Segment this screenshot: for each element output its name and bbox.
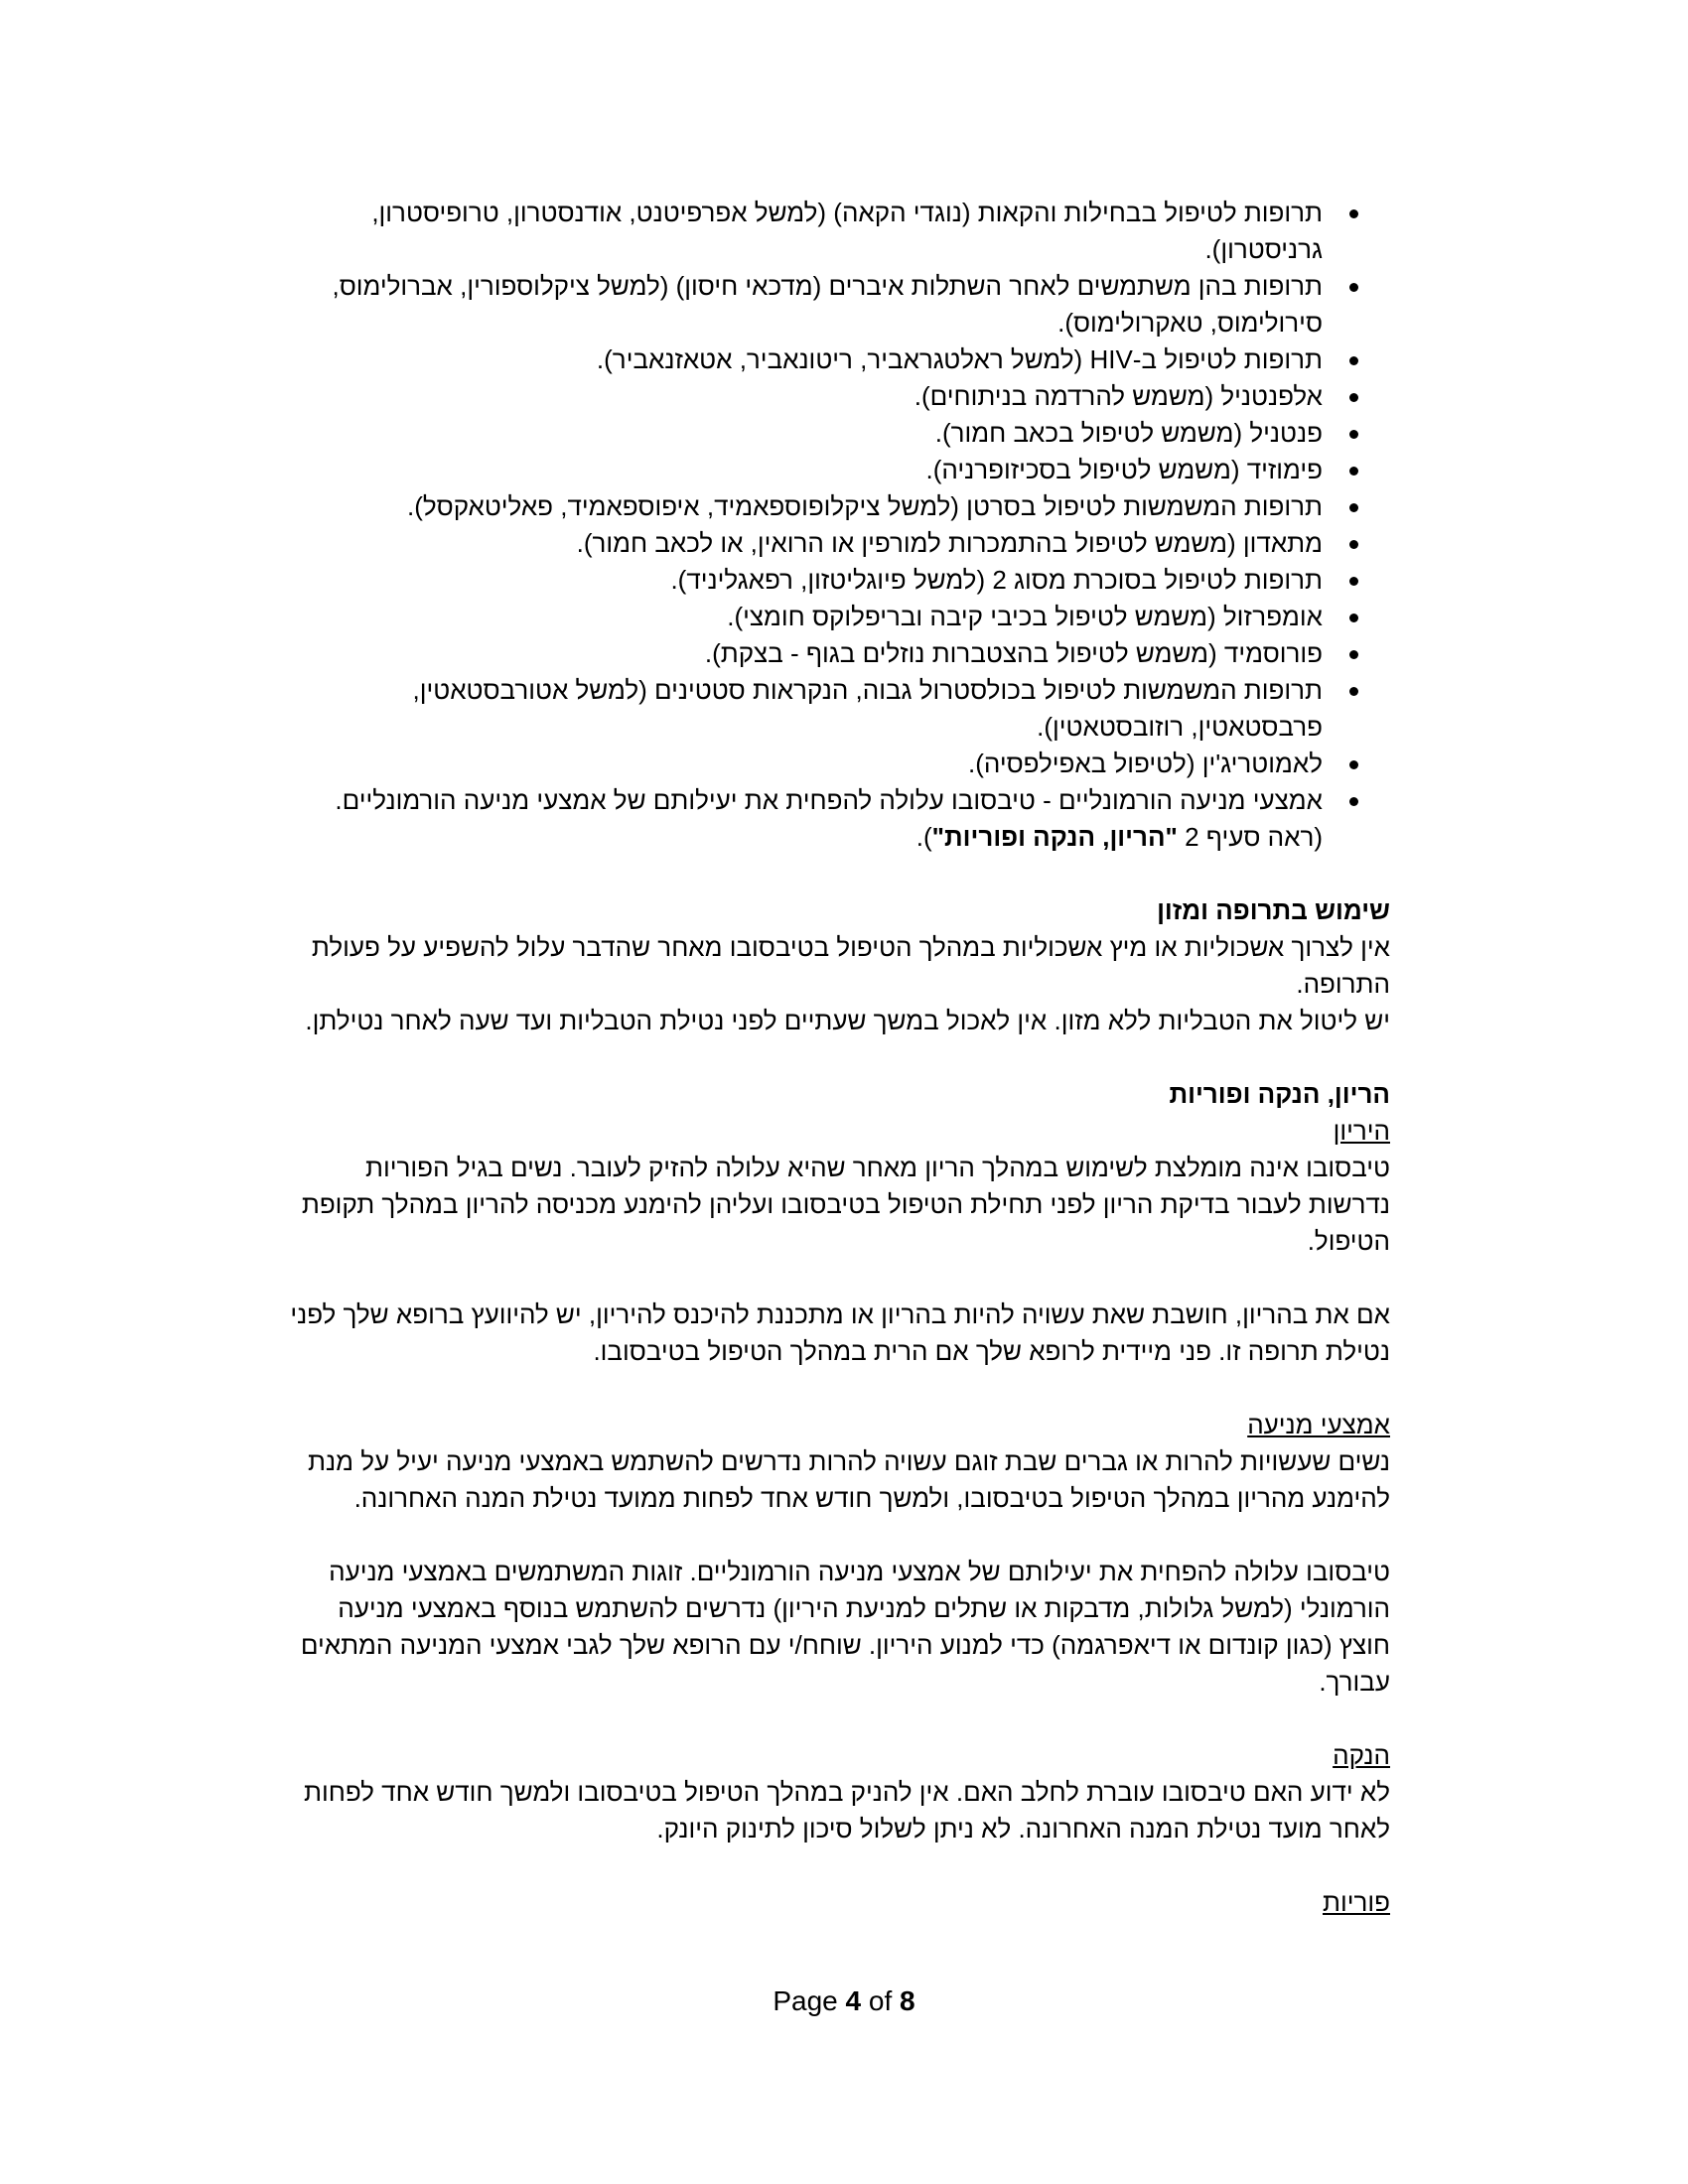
list-item: תרופות המשמשות לטיפול בסרטן (למשל ציקלופוספאמיד, איפוספאמיד, פאליטאקסל).: [288, 488, 1390, 525]
list-item: תרופות לטיפול בסוכרת מסוג 2 (למשל פיוגליטזון, רפאגליניד).: [288, 562, 1390, 599]
current-page-number: 4: [845, 1985, 862, 2016]
bullet-icon: [1349, 650, 1358, 659]
drug-interactions-list: [288, 195, 1390, 856]
list-item: פימוזיד (משמש לטיפול בסכיזופרניה).: [288, 452, 1390, 488]
pregnancy-paragraph-2: אם את בהריון, חושבת שאת עשויה להיות בהריון או מתכננת להיכנס להיריון, יש להיוועץ ברופא שלך לפני נטילת תרופה זו. פני מיידית לרופא שלך אם הרית במהלך הטיפול בטיבסובו.: [290, 1299, 1390, 1366]
pregnancy-paragraph-1: טיבסובו אינה מומלצת לשימוש במהלך הריון מאחר שהיא עלולה להזיק לעובר. נשים בגיל הפוריות נדרשות לעבור בדיקת הריון לפני תחילת הטיפול בטיבסובו ועליהן להימנע מכניסה להריון במהלך תקופת הטיפול.: [301, 1153, 1390, 1256]
bullet-icon: [1349, 393, 1358, 402]
list-item: לאמוטריג'ין (לטיפול באפילפסיה).: [288, 746, 1390, 782]
total-pages-number: 8: [900, 1985, 915, 2016]
bullet-icon: [1349, 467, 1358, 476]
pregnancy-section-heading: הריון, הנקה ופוריות: [1169, 1079, 1390, 1109]
breastfeeding-paragraph: לא ידוע האם טיבסובו עוברת לחלב האם. אין להניק במהלך הטיפול בטיבסובו ולמשך חודש אחד לפחות לאחר מועד נטילת המנה האחרונה. לא ניתן לשלול סיכון לתינוק היונק.: [304, 1777, 1390, 1843]
food-paragraph-1: אין לצרוך אשכוליות או מיץ אשכוליות במהלך הטיפול בטיבסובו מאחר שהדבר עלול להשפיע על פעולת התרופה.: [311, 932, 1390, 999]
list-item: מתאדון (משמש לטיפול בהתמכרות למורפין או הרואין, או לכאב חמור).: [288, 525, 1390, 562]
section-reference: "הריון, הנקה ופוריות": [931, 822, 1178, 852]
list-item: תרופות לטיפול ב-HIV (למשל ראלטגראביר, ריטונאביר, אטאזנאביר).: [288, 341, 1390, 378]
bullet-icon: [1349, 503, 1358, 512]
page-footer: [0, 1985, 1688, 2017]
bullet-icon: [1349, 283, 1358, 292]
list-item: פנטניל (משמש לטיפול בכאב חמור).: [288, 415, 1390, 452]
contraception-paragraph-1: נשים שעשויות להרות או גברים שבת זוגם עשויה להרות נדרשים להשתמש באמצעי מניעה יעיל על מנת להימנע מהריון במהלך הטיפול בטיבסובו, ולמשך חודש אחד לפחות ממועד נטילת המנה האחרונה.: [308, 1446, 1390, 1513]
fertility-subheading: פוריות: [1323, 1887, 1390, 1917]
bullet-icon: [1349, 209, 1358, 218]
list-item-hormonal-contraceptives: אמצעי מניעה הורמונליים - טיבסובו עלולה להפחית את יעילותם של אמצעי מניעה הורמונליים. (ראה סעיף 2 "הריון, הנקה ופוריות").: [288, 782, 1390, 856]
bullet-icon: [1349, 430, 1358, 439]
list-item: תרופות לטיפול בבחילות והקאות (נוגדי הקאה) (למשל אפרפיטנט, אודנסטרון, טרופיסטרון, גרניסטרון).: [288, 195, 1390, 268]
bullet-icon: [1349, 356, 1358, 365]
bullet-icon: [1349, 540, 1358, 549]
food-section-heading: שימוש בתרופה ומזון: [1157, 895, 1390, 925]
list-item: אלפנטניל (משמש להרדמה בניתוחים).: [288, 378, 1390, 415]
page-content: [288, 195, 1390, 1921]
page-word: Page: [773, 1985, 838, 2016]
bullet-icon: [1349, 797, 1358, 806]
list-item: פורוסמיד (משמש לטיפול בהצטברות נוזלים בגוף - בצקת).: [288, 635, 1390, 672]
food-paragraph-2: יש ליטול את הטבליות ללא מזון. אין לאכול במשך שעתיים לפני נטילת הטבליות ועד שעה לאחר נטילתן.: [305, 1006, 1390, 1035]
contraception-subheading: אמצעי מניעה: [1247, 1410, 1390, 1439]
bullet-icon: [1349, 760, 1358, 769]
pregnancy-subheading: היריון: [1333, 1116, 1390, 1146]
list-item: תרופות המשמשות לטיפול בכולסטרול גבוה, הנקראות סטטינים (למשל אטורבסטאטין, פרבסטאטין, רוזובסטאטין).: [288, 672, 1390, 746]
bullet-icon: [1349, 614, 1358, 622]
breastfeeding-subheading: הנקה: [1333, 1740, 1390, 1770]
of-word: of: [868, 1985, 893, 2016]
list-item: תרופות בהן משתמשים לאחר השתלות איברים (מדכאי חיסון) (למשל ציקלוספורין, אברולימוס, סירולימוס, טאקרולימוס).: [288, 268, 1390, 341]
bullet-icon: [1349, 577, 1358, 586]
list-item: אומפרזול (משמש לטיפול בכיבי קיבה ובריפלוקס חומצי).: [288, 599, 1390, 635]
contraception-paragraph-2: טיבסובו עלולה להפחית את יעילותם של אמצעי מניעה הורמונליים. זוגות המשתמשים באמצעי מניעה הורמונלי (למשל גלולות, מדבקות או שתלים למניעת היריון) נדרשים להשתמש בנוסף באמצעי מניעה חוצץ (כגון קונדום או דיאפרגמה) כדי למנוע היריון. שוחח/י עם הרופא שלך לגבי אמצעי המניעה המתאים עבורך.: [300, 1557, 1390, 1697]
bullet-icon: [1349, 687, 1358, 696]
